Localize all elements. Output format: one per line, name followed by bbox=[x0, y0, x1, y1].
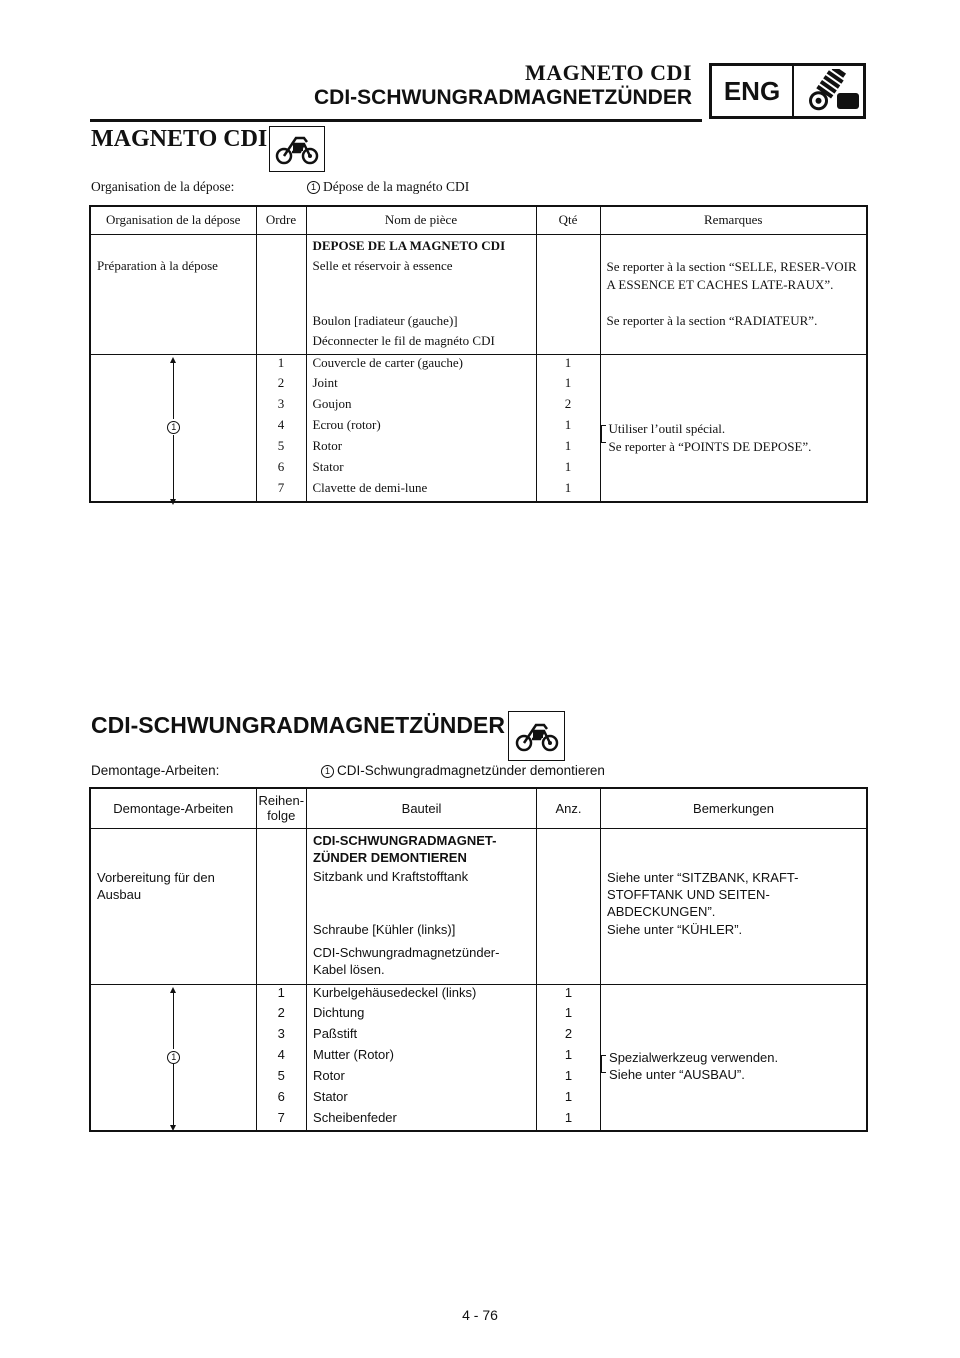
de-part-qty: 1 bbox=[537, 1005, 601, 1026]
de-part-order: 1 bbox=[256, 984, 307, 1005]
fr-org-num: 1 bbox=[307, 181, 320, 194]
de-org-num: 1 bbox=[321, 765, 334, 778]
de-part-order: 6 bbox=[256, 1089, 307, 1110]
fr-part-order: 7 bbox=[256, 480, 306, 502]
de-section-heading: CDI-SCHWUNGRADMAGNETZÜNDER bbox=[91, 712, 505, 738]
fr-part-name: Goujon bbox=[306, 396, 536, 417]
de-remark-line1: Spezialwerkzeug verwenden. bbox=[609, 1049, 779, 1065]
fr-part-order: 6 bbox=[256, 459, 306, 480]
de-part-qty: 1 bbox=[537, 1068, 601, 1089]
fr-part-qty: 1 bbox=[536, 480, 600, 502]
fr-part-order: 2 bbox=[256, 375, 306, 396]
fr-part-name: Stator bbox=[306, 459, 536, 480]
table-row bbox=[90, 828, 867, 868]
table-row bbox=[90, 943, 867, 984]
table-row bbox=[90, 868, 867, 922]
de-part-name: Rotor bbox=[307, 1068, 537, 1089]
de-part-qty: 1 bbox=[537, 1047, 601, 1068]
fr-prep-part-1: Selle et réservoir à essence bbox=[306, 255, 536, 312]
de-prep-rem-1: Siehe unter “SITZBANK, KRAFT-STOFFTANK UND SEITEN-ABDECKUNGEN”. bbox=[601, 868, 867, 922]
header-title-schwungrad: CDI-SCHWUNGRADMAGNETZÜNDER bbox=[314, 86, 692, 109]
table-row bbox=[90, 354, 867, 375]
page-number: 4 - 76 bbox=[462, 1307, 498, 1323]
de-part-name: Paßstift bbox=[307, 1026, 537, 1047]
table-row bbox=[90, 984, 867, 1005]
fr-range-num: 1 bbox=[167, 421, 180, 434]
fr-part-order: 3 bbox=[256, 396, 306, 417]
de-col-order: Reihen-folge bbox=[256, 788, 307, 828]
de-part-qty: 1 bbox=[537, 1110, 601, 1131]
fr-removal-table bbox=[89, 205, 868, 503]
de-prep-part-3: CDI-Schwungradmagnetzünder-Kabel lösen. bbox=[307, 943, 537, 984]
fr-part-qty: 1 bbox=[536, 375, 600, 396]
fr-part-qty: 1 bbox=[536, 417, 600, 438]
fr-remark-line1: Utiliser l’outil spécial. bbox=[608, 420, 726, 436]
eng-badge-label: ENG bbox=[712, 66, 794, 116]
fr-part-name: Clavette de demi-lune bbox=[306, 480, 536, 502]
fr-prep-title: DEPOSE DE LA MAGNETO CDI bbox=[306, 234, 536, 255]
fr-remark-line2: Se reporter à “POINTS DE DEPOSE”. bbox=[608, 438, 812, 454]
de-org-value: CDI-Schwungradmagnetzünder demontieren bbox=[337, 763, 605, 778]
de-prep-part-1: Sitzbank und Kraftstofftank bbox=[307, 868, 537, 922]
de-org-line bbox=[91, 763, 605, 778]
table-row bbox=[90, 922, 867, 943]
de-col-qty: Anz. bbox=[537, 788, 601, 828]
de-prep-rem-2: Siehe unter “KÜHLER”. bbox=[601, 922, 867, 943]
header-rule bbox=[90, 119, 702, 122]
de-part-order: 3 bbox=[256, 1026, 307, 1047]
fr-part-name: Joint bbox=[306, 375, 536, 396]
de-col-part: Bauteil bbox=[307, 788, 537, 828]
de-part-qty: 2 bbox=[537, 1026, 601, 1047]
fr-prep-rem-1: Se reporter à la section “SELLE, RESER-VOIR A ESSENCE ET CACHES LATE-RAUX”. bbox=[600, 255, 867, 312]
fr-col-org: Organisation de la dépose bbox=[90, 206, 256, 234]
header-title-magneto: MAGNETO CDI bbox=[524, 60, 692, 85]
fr-col-qty: Qté bbox=[536, 206, 600, 234]
de-col-remarks: Bemerkungen bbox=[601, 788, 867, 828]
fr-special-remark bbox=[600, 354, 867, 502]
fr-part-name: Ecrou (rotor) bbox=[306, 417, 536, 438]
de-remark-line2: Siehe unter “AUSBAU”. bbox=[609, 1066, 745, 1082]
de-part-order: 5 bbox=[256, 1068, 307, 1089]
fr-section-heading: MAGNETO CDI bbox=[91, 126, 268, 152]
fr-part-qty: 2 bbox=[536, 396, 600, 417]
fr-org-label: Organisation de la dépose: bbox=[91, 179, 235, 194]
de-part-name: Stator bbox=[307, 1089, 537, 1110]
table-row bbox=[90, 255, 867, 312]
de-col-org: Demontage-Arbeiten bbox=[90, 788, 256, 828]
fr-prep-part-3: Déconnecter le fil de magnéto CDI bbox=[306, 333, 536, 354]
de-special-remark bbox=[601, 984, 867, 1131]
table-row bbox=[90, 234, 867, 255]
de-part-qty: 1 bbox=[537, 1089, 601, 1110]
fr-col-order: Ordre bbox=[256, 206, 306, 234]
fr-range-arrow bbox=[90, 354, 256, 502]
fr-part-order: 4 bbox=[256, 417, 306, 438]
de-part-name: Kurbelgehäusedeckel (links) bbox=[307, 984, 537, 1005]
table-row bbox=[90, 333, 867, 354]
de-part-name: Dichtung bbox=[307, 1005, 537, 1026]
de-range-num: 1 bbox=[167, 1051, 180, 1064]
fr-prep-part-2: Boulon [radiateur (gauche)] bbox=[306, 312, 536, 333]
de-part-name: Mutter (Rotor) bbox=[307, 1047, 537, 1068]
fr-motorcycle-icon bbox=[269, 126, 325, 172]
fr-part-order: 5 bbox=[256, 438, 306, 459]
de-prep-part-2: Schraube [Kühler (links)] bbox=[307, 922, 537, 943]
fr-col-part: Nom de pièce bbox=[306, 206, 536, 234]
fr-org-value: Dépose de la magnéto CDI bbox=[323, 179, 470, 194]
de-removal-table bbox=[89, 787, 868, 1132]
fr-part-name: Rotor bbox=[306, 438, 536, 459]
de-part-qty: 1 bbox=[537, 984, 601, 1005]
fr-part-qty: 1 bbox=[536, 354, 600, 375]
fr-part-qty: 1 bbox=[536, 459, 600, 480]
de-part-order: 2 bbox=[256, 1005, 307, 1026]
fr-col-remarks: Remarques bbox=[600, 206, 867, 234]
de-prep-org: Vorbereitung für den Ausbau bbox=[90, 868, 256, 922]
fr-prep-org: Préparation à la dépose bbox=[90, 255, 256, 312]
de-org-label: Demontage-Arbeiten: bbox=[91, 763, 220, 778]
de-prep-title: CDI-SCHWUNGRADMAGNET-ZÜNDER DEMONTIEREN bbox=[307, 828, 537, 868]
fr-prep-rem-2: Se reporter à la section “RADIATEUR”. bbox=[600, 312, 867, 333]
de-part-name: Scheibenfeder bbox=[307, 1110, 537, 1131]
de-part-order: 7 bbox=[256, 1110, 307, 1131]
de-range-arrow bbox=[90, 984, 256, 1131]
de-part-order: 4 bbox=[256, 1047, 307, 1068]
table-row bbox=[90, 312, 867, 333]
engine-parts-icon bbox=[794, 66, 863, 116]
fr-part-order: 1 bbox=[256, 354, 306, 375]
fr-part-qty: 1 bbox=[536, 438, 600, 459]
fr-part-name: Couvercle de carter (gauche) bbox=[306, 354, 536, 375]
de-motorcycle-icon bbox=[508, 711, 565, 761]
eng-badge bbox=[709, 63, 866, 119]
fr-org-line bbox=[91, 179, 470, 195]
